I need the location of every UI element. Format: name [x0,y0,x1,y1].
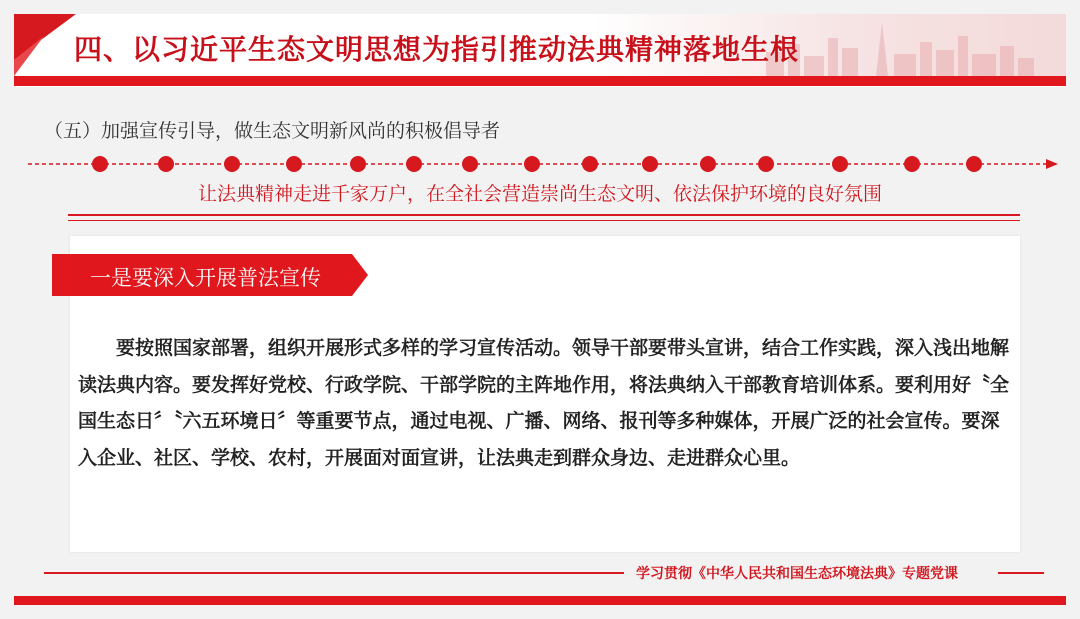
timeline-dot [700,156,716,172]
footer-caption: 学习贯彻《中华人民共和国生态环境法典》专题党课 [636,566,958,582]
timeline-dot [904,156,920,172]
timeline-dot [224,156,240,172]
page-title: 四、以习近平生态文明思想为指引推动法典精神落地生根 [74,33,800,66]
timeline-dot [462,156,478,172]
timeline-dot [524,156,540,172]
tagline-divider [68,214,1020,216]
card-label-text: 一是要深入开展普法宣传 [90,266,321,290]
header-thin-rule [14,86,1066,87]
timeline-dot [92,156,108,172]
timeline-dot [286,156,302,172]
timeline-dot [642,156,658,172]
footer-rule-right [998,572,1044,574]
tagline-divider-thin [68,220,1020,221]
timeline-dot [758,156,774,172]
header-red-wedge-icon [14,14,76,76]
timeline-dot [158,156,174,172]
header-red-rule [14,76,1066,86]
timeline-dot [350,156,366,172]
dotted-timeline [28,150,1058,178]
section-subtitle: （五）加强宣传引导，做生态文明新风尚的积极倡导者 [44,120,501,142]
card-body-paragraph: 要按照国家部署，组织开展形式多样的学习宣传活动。领导干部要带头宣讲，结合工作实践，深入浅出地解读法典内容。要发挥好党校、行政学院、干部学院的主阵地作用，将法典纳入干部教育培训体系。要利用好〝全国生态日〞〝六五环境日〞等重要节点，通过电视、广播、网络、报刊等多种媒体，开展广泛的社会宣传。要深入企业、社区、学校、农村，开展面对面宣讲，让法典走到群众身边、走进群众心里。 [78,337,1010,469]
timeline-dot [966,156,982,172]
card-label-tag [52,254,368,296]
timeline-dot [406,156,422,172]
card-body [78,330,1018,476]
header-banner [14,14,1066,76]
tagline: 让法典精神走进千家万户，在全社会营造崇尚生态文明、依法保护环境的良好氛围 [197,183,882,205]
footer-rule-left [44,572,624,574]
timeline-dot [582,156,598,172]
timeline-dot [832,156,848,172]
bottom-red-bar [14,596,1066,605]
